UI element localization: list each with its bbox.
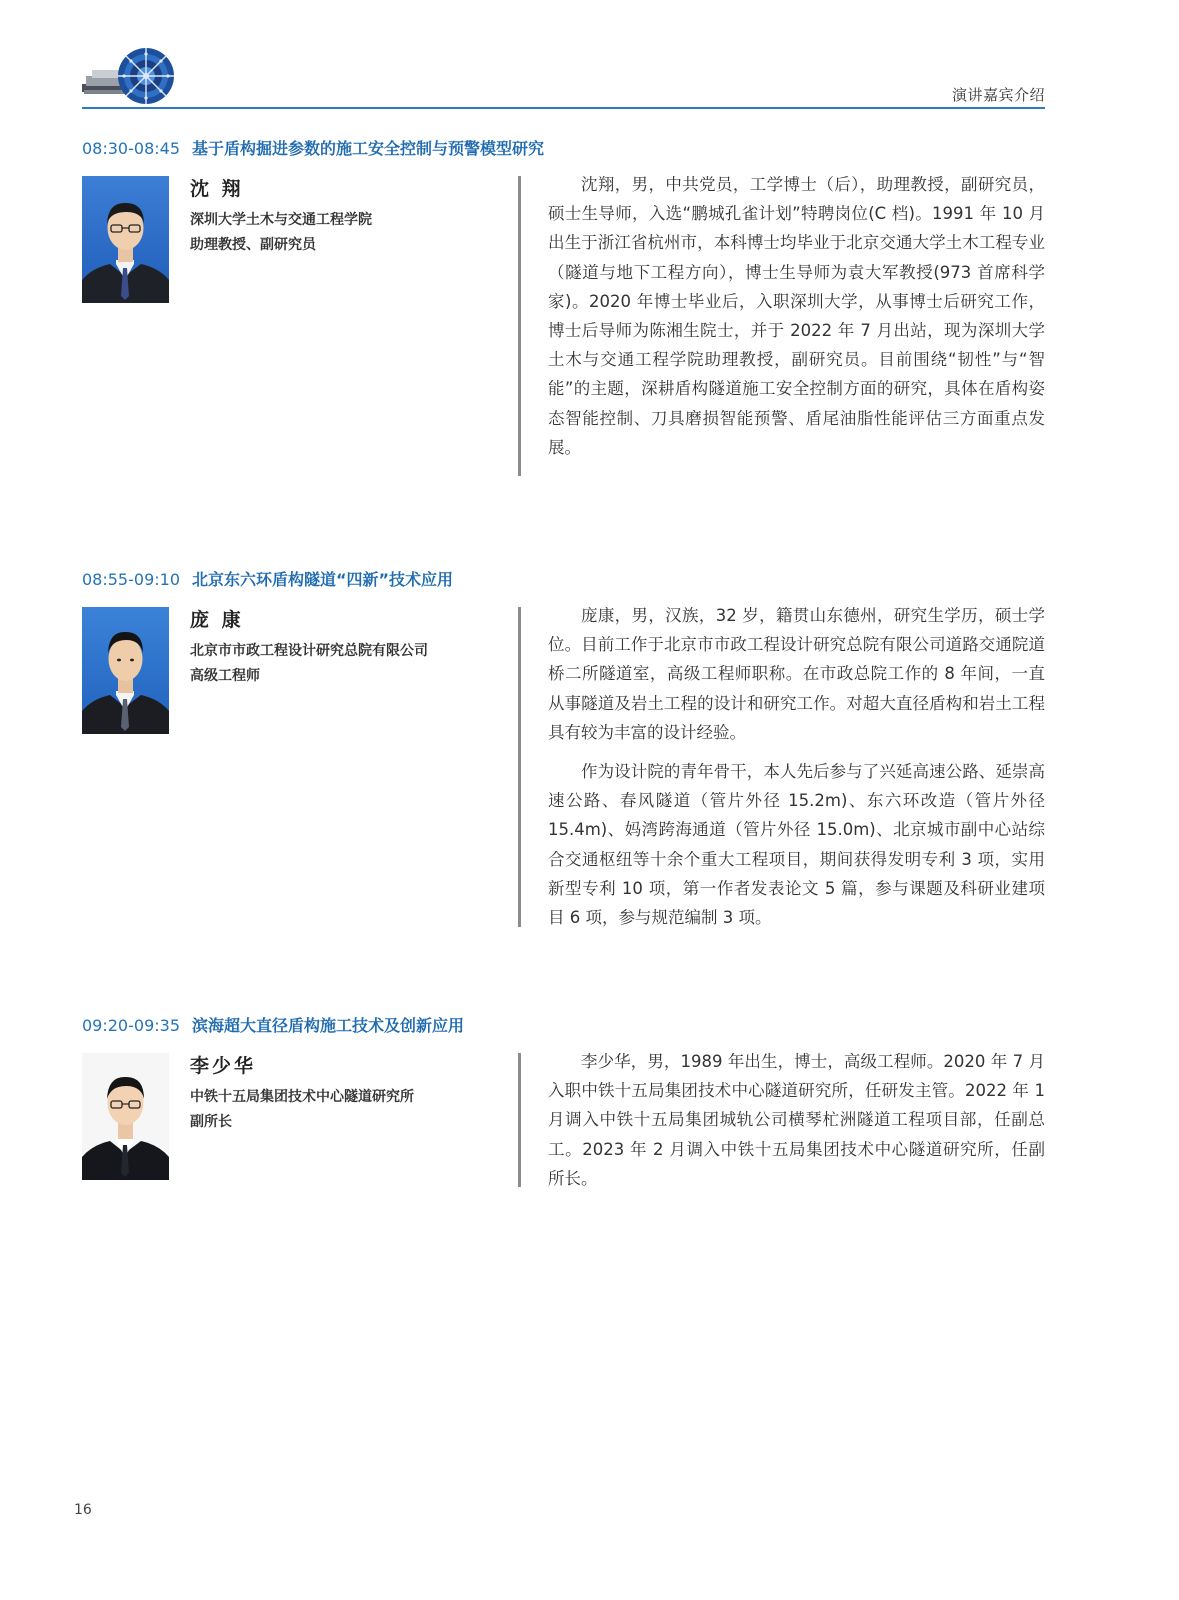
vertical-divider [518, 607, 521, 927]
session-time: 09:20-09:35 [82, 1016, 180, 1035]
affiliation-position: 高级工程师 [190, 668, 260, 684]
speaker-name: 沈 翔 [190, 178, 244, 200]
speaker-photo [82, 1053, 169, 1180]
speaker-affiliation [190, 1085, 414, 1135]
bio-paragraph: 庞康，男，汉族，32 岁，籍贯山东德州，研究生学历，硕士学位。目前工作于北京市市政工程设计研究总院有限公司道路交通院道桥二所隧道室，高级工程师职称。在市政总院工作的 8 年间，一直从事隧道及岩土工程的设计和研究工作。对超大直径盾构和岩土工程具有较为丰富的设计经验。 [548, 606, 1045, 742]
session-title: 基于盾构掘进参数的施工安全控制与预警模型研究 [192, 139, 545, 158]
speaker-photo [82, 176, 169, 303]
bio-paragraph: 作为设计院的青年骨干，本人先后参与了兴延高速公路、延崇高速公路、春风隧道（管片外径 15.2m)、东六环改造（管片外径 15.4m)、妈湾跨海通道（管片外径 15.0m)、北京城市副中心站综合交通枢纽等十余个重大工程项目，期间获得发明专利 3 项，实用新型专利 10 项，第一作者发表论文 5 篇，参与课题及科研业建项目 6 项，参与规范编制 3 项。 [548, 762, 1045, 928]
session-title: 北京东六环盾构隧道“四新”技术应用 [192, 570, 454, 589]
tunnel-boring-machine-icon [82, 46, 176, 106]
page-number: 16 [74, 1502, 92, 1518]
affiliation-position: 副所长 [190, 1114, 232, 1130]
vertical-divider [518, 176, 521, 476]
affiliation-org: 北京市市政工程设计研究总院有限公司 [190, 643, 428, 659]
affiliation-org: 中铁十五局集团技术中心隧道研究所 [190, 1089, 414, 1105]
speaker-name: 李少华 [190, 1055, 257, 1077]
header-section-title: 演讲嘉宾介绍 [951, 86, 1045, 104]
session-time: 08:55-09:10 [82, 570, 180, 589]
session-time: 08:30-08:45 [82, 139, 180, 158]
session-heading [82, 136, 544, 160]
speaker-photo [82, 607, 169, 734]
speaker-affiliation [190, 208, 372, 258]
session-heading [82, 1013, 464, 1037]
affiliation-org: 深圳大学土木与交通工程学院 [190, 212, 372, 228]
affiliation-position: 助理教授、副研究员 [190, 237, 316, 253]
speaker-bio [548, 1047, 1045, 1203]
speaker-affiliation [190, 639, 428, 689]
bio-paragraph: 沈翔，男，中共党员，工学博士（后），助理教授，副研究员，硕士生导师，入选“鹏城孔雀计划”特聘岗位(C 档)。1991 年 10 月出生于浙江省杭州市，本科博士均毕业于北京交通大学土木工程专业（隧道与地下工程方向），博士生导师为袁大军教授(973 首席科学家)。2020 年博士毕业后，入职深圳大学，从事博士后研究工作，博士后导师为陈湘生院士，并于 2022 年 7 月出站，现为深圳大学土木与交通工程学院助理教授，副研究员。目前围绕“韧性”与“智能”的主题，深耕盾构隧道施工安全控制方面的研究，具体在盾构姿态智能控制、刀具磨损智能预警、盾尾油脂性能评估三方面重点发展。 [548, 175, 1045, 457]
page-header [82, 46, 1045, 112]
vertical-divider [518, 1053, 521, 1187]
session-title: 滨海超大直径盾构施工技术及创新应用 [192, 1016, 465, 1035]
bio-paragraph: 李少华，男，1989 年出生，博士，高级工程师。2020 年 7 月入职中铁十五局集团技术中心隧道研究所，任研发主管。2022 年 1 月调入中铁十五局集团城轨公司横琴杧洲隧道工程项目部，任副总工。2023 年 2 月调入中铁十五局集团技术中心隧道研究所，任副所长。 [548, 1052, 1045, 1188]
speaker-bio [548, 170, 1045, 472]
header-divider [82, 107, 1045, 109]
speaker-name: 庞 康 [190, 609, 244, 631]
speaker-bio [548, 601, 1045, 942]
session-heading [82, 567, 453, 591]
